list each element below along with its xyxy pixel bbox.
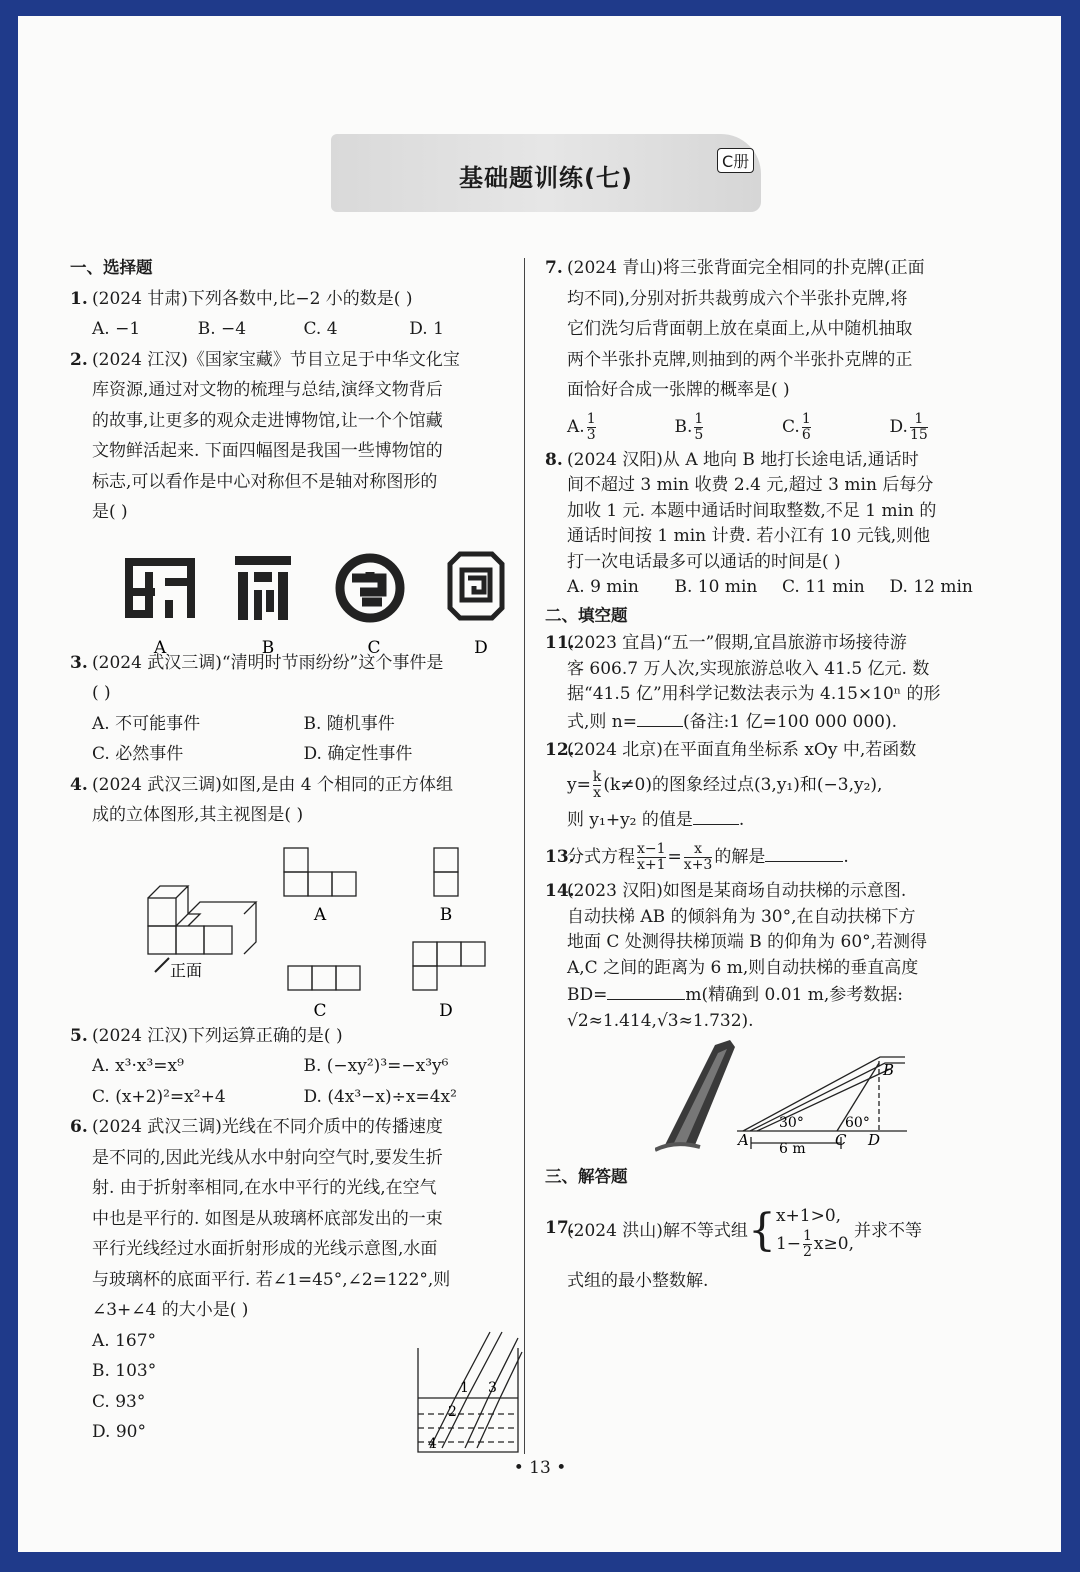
escalator-figure <box>655 1035 915 1155</box>
question-6: 6. (2024 武汉三调)光线在不同介质中的传播速度 是不同的,因此光线从水中射向空气时,要发生折 射. 由于折射率相同,在水中平行的光线,在空气 中也是平行的. 如图是从玻璃杯底部发出的一束 平行光线经过水面折射形成的光线示意图,水面 与玻璃杯的底面平行. 若∠1=45°,∠2=122°,则 ∠3+∠4 的大小是( ) A. 167° B. 103° C. 93° D. 90° <box>70 1117 451 1442</box>
question-1: 1. (2024 甘肃)下列各数中,比−2 小的数是( ) <box>70 288 413 309</box>
question-5: 5. (2024 江汉)下列运算正确的是( ) <box>70 1025 343 1046</box>
view-label-b: B <box>439 905 453 925</box>
question-7: 7. (2024 青山)将三张背面完全相同的扑克牌(正面 均不同),分别对折共裁剪成六个半张扑克牌,将 它们洗匀后背面朝上放在桌面上,从中随机抽取 两个半张扑克牌,则抽到的两个半张扑克牌的正 面恰好合成一张牌的概率是( ) <box>545 258 925 400</box>
question-14: 14. (2023 汉阳)如图是某商场自动扶梯的示意图. 自动扶梯 AB 的倾斜角为 30°,在自动扶梯下方 地面 C 处测得扶梯顶端 B 的仰角为 60°,若测得 A,C 之间的距离为 6 m,则自动扶梯的垂直高度 BD= m(精确到 0.01 m,参考数据: √2≈1.414,√3≈1.732). <box>545 881 928 1031</box>
cube-figure <box>130 840 520 1030</box>
point-d: D <box>868 1131 881 1149</box>
volume-badge: C册 <box>717 148 754 173</box>
view-b <box>434 848 458 896</box>
page-number: • 13 • <box>513 1458 567 1478</box>
logo-c <box>340 558 400 618</box>
section-heading: 二、填空题 <box>545 605 628 625</box>
angle-30: 30° <box>779 1115 804 1131</box>
question-13: 13. 分式方程 $\frac{x-1}{x+1}$ = $\frac{x}{x+3}$ 的解是 . <box>545 841 849 873</box>
view-a <box>284 848 356 896</box>
point-c: C <box>835 1131 847 1149</box>
question-17: 17. (2024 洪山)解不等式组 { x+1>0, 1− $\frac{1}{2}$ x≥0, 并求不等 式组的最小整数解. <box>545 1205 922 1291</box>
view-c <box>288 966 360 990</box>
escalator-photo <box>655 1040 735 1150</box>
view-label-a: A <box>313 905 327 925</box>
angle-label-1: 1 <box>460 1380 469 1396</box>
page-title: 基础题训练(七) <box>459 164 633 192</box>
logo-b <box>235 556 291 620</box>
question-2: 2. (2024 江汉)《国家宝藏》节目立足于中华文化宝 库资源,通过对文物的梳理与总结,演绎文物背后 的故事,让更多的观众走进博物馆,让一个个馆藏 文物鲜活起来. 下面四幅图是我国一些博物馆的 标志,可以看作是中心对称但不是轴对称图形的 是( ) <box>70 349 460 522</box>
logo-label-a: A <box>153 638 167 658</box>
logo-label-d: D <box>474 638 488 658</box>
angle-label-4: 4 <box>428 1436 437 1452</box>
point-b: B <box>883 1061 895 1079</box>
museum-logos-figure <box>120 550 520 660</box>
question-1-options: A. −1 B. −4 C. 4 D. 1 <box>92 319 444 339</box>
question-8-options: A. 9 min B. 10 min C. 11 min D. 12 min <box>567 577 973 597</box>
answer-blank[interactable] <box>607 981 685 1000</box>
logo-a <box>125 558 195 618</box>
question-7-options: A. $\frac{1}{3}$ B. $\frac{1}{5}$ C. $\frac{1}{6}$ D. $\frac{1}{15}$ <box>567 410 928 443</box>
question-4: 4. (2024 武汉三调)如图,是由 4 个相同的正方体组 成的立体图形,其主视图是( ) <box>70 774 453 825</box>
angle-label-3: 3 <box>488 1380 497 1396</box>
distance-label: 6 m <box>779 1141 806 1155</box>
escalator-diagram <box>737 1057 907 1149</box>
question-3-options: A. 不可能事件 B. 随机事件 C. 必然事件 D. 确定性事件 <box>92 713 413 764</box>
logo-d <box>450 554 502 618</box>
logo-label-c: C <box>367 638 381 658</box>
point-a: A <box>738 1131 749 1149</box>
section-heading: 三、解答题 <box>545 1167 628 1186</box>
logo-label-b: B <box>261 638 275 658</box>
question-12: 12. (2024 北京)在平面直角坐标系 xOy 中,若函数 y= $\frac{k}{x}$ (k≠0)的图象经过点(3,y₁)和(−3,y₂), 则 y₁+y₂ 的值是 . <box>545 740 917 830</box>
view-d <box>413 942 485 990</box>
question-3: 3. (2024 武汉三调)“清明时节雨纷纷”这个事件是 ( ) <box>70 652 444 703</box>
front-label: 正面 <box>170 961 203 980</box>
answer-blank[interactable] <box>765 843 843 862</box>
angle-label-2: 2 <box>448 1404 457 1420</box>
answer-blank[interactable] <box>693 806 739 825</box>
view-label-c: C <box>313 1001 327 1021</box>
brace: { <box>747 1205 776 1256</box>
section-heading: 一、选择题 <box>70 258 153 277</box>
question-8: 8. (2024 汉阳)从 A 地向 B 地打长途电话,通话时 间不超过 3 min 收费 2.4 元,超过 3 min 后每分 加收 1 元. 本题中通话时间取整数,不足 1 min 的 通话时间按 1 min 计费. 若小江有 10 元钱,则他 打一次电话最多可以通话的时间是( ) <box>545 449 937 572</box>
solid-figure <box>148 886 256 972</box>
glass-refraction-figure <box>410 1330 530 1460</box>
question-11: 11. (2023 宜昌)“五一”假期,宜昌旅游市场接待游 客 606.7 万人次,实现旅游总收入 41.5 亿元. 数 据“41.5 亿”用科学记数法表示为 4.15×10ⁿ 的形 式,则 n= (备注:1 亿=100 000 000). <box>545 633 941 732</box>
angle-60: 60° <box>845 1115 870 1131</box>
title-banner <box>331 134 761 212</box>
view-label-d: D <box>439 1001 453 1021</box>
column-divider <box>524 258 525 1454</box>
answer-blank[interactable] <box>637 708 683 727</box>
question-5-options: A. x³·x³=x⁹ B. (−xy²)³=−x³y⁶ C. (x+2)²=x²+4 D. (4x³−x)÷x=4x² <box>92 1056 457 1107</box>
